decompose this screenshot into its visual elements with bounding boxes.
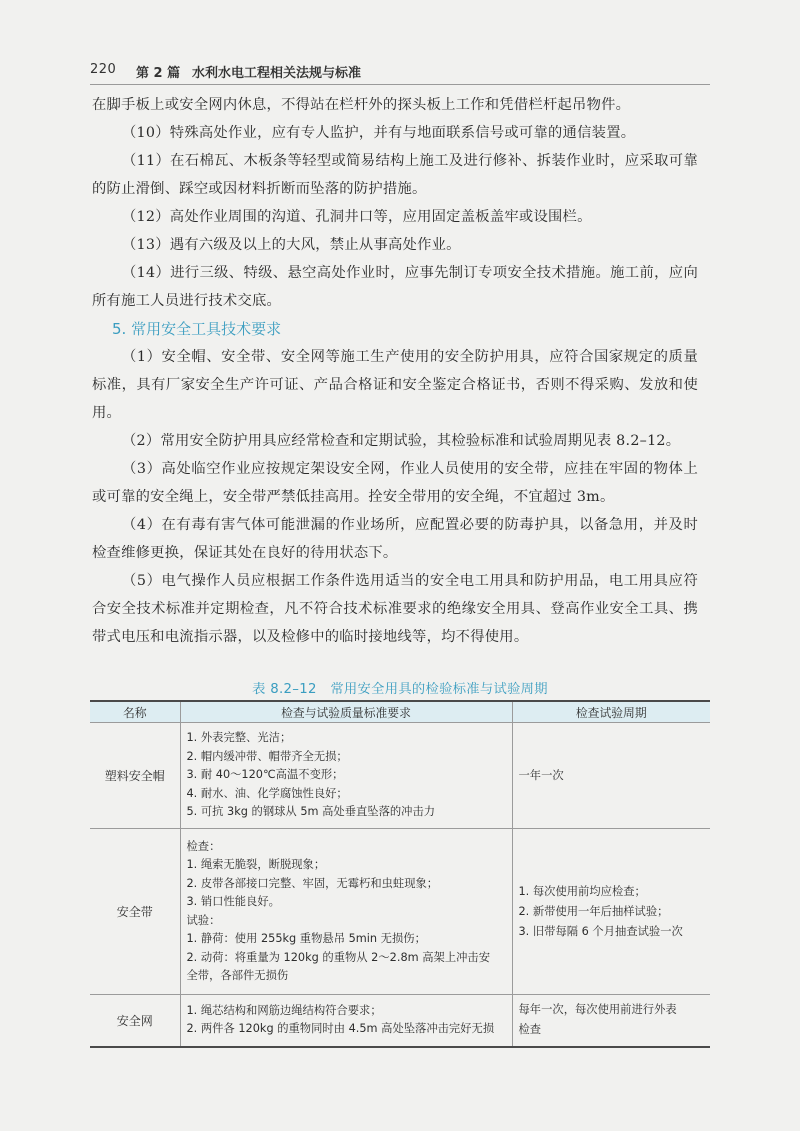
cell-item-name: 安全带 — [90, 829, 180, 995]
table-caption: 表 8.2–12 常用安全用具的检验标准与试验周期 — [252, 682, 548, 697]
paragraph: （1）安全帽、安全带、安全网等施工生产使用的安全防护用具，应符合国家规定的质量标准，具有厂家安全生产许可证、产品合格证和安全鉴定合格证书，否则不得采购、发放和使用。 — [92, 349, 698, 421]
paragraph-group-top — [92, 91, 698, 315]
requirement-line: 2. 动荷：将重量为 120kg 的重物从 2～2.8m 高架上冲击安 — [186, 950, 491, 964]
requirement-line: 5. 可抗 3kg 的钢球从 5m 高处垂直坠落的冲击力 — [186, 805, 436, 819]
body-text — [92, 91, 698, 651]
paragraph: （4）在有毒有害气体可能泄漏的作业场所，应配置必要的防毒护具，以备急用，并及时检查维修更换，保证其处在良好的待用状态下。 — [92, 517, 698, 561]
paragraph: （2）常用安全防护用具应经常检查和定期试验，其检验标准和试验周期见表 8.2–12。 — [122, 433, 681, 449]
cell-item-name: 安全网 — [90, 995, 180, 1047]
period-line: 检查 — [518, 1023, 542, 1037]
cell-period — [512, 995, 710, 1047]
period-line: 一年一次 — [518, 768, 564, 782]
table-row — [90, 723, 710, 829]
period-line: 2. 新带使用一年后抽样试验； — [518, 904, 669, 918]
period-line: 每年一次，每次使用前进行外表 — [518, 1003, 677, 1017]
requirement-line: 1. 绳芯结构和网筋边绳结构符合要求； — [186, 1003, 382, 1017]
section-heading: 5. 常用安全工具技术要求 — [112, 320, 282, 338]
cell-item-name: 塑料安全帽 — [90, 723, 180, 829]
period-line: 1. 每次使用前均应检查； — [518, 884, 646, 898]
header-rule — [90, 84, 710, 85]
cell-requirements — [180, 829, 512, 995]
requirement-line: 检查： — [186, 839, 221, 853]
table-row — [90, 995, 710, 1047]
header-period: 检查试验周期 — [512, 701, 710, 723]
requirement-line: 2. 帽内缓冲带、帽带齐全无损； — [186, 749, 348, 763]
paragraph: 在脚手板上或安全网内休息，不得站在栏杆外的探头板上工作和凭借栏杆起吊物件。 — [92, 97, 631, 113]
requirement-line: 试验： — [186, 913, 221, 927]
part-label: 第 2 篇 — [136, 66, 181, 81]
paragraph: （5）电气操作人员应根据工作条件选用适当的安全电工用具和防护用品，电工用具应符合安全技术标准并定期检查，凡不符合技术标准要求的绝缘安全用具、登高作业安全工具、携带式电压和电流指示器，以及检修中的临时接地线等，均不得使用。 — [92, 573, 698, 645]
cell-requirements — [180, 723, 512, 829]
paragraph: （14）进行三级、特级、悬空高处作业时，应事先制订专项安全技术措施。施工前，应向所有施工人员进行技术交底。 — [92, 265, 698, 309]
paragraph: （13）遇有六级及以上的大风，禁止从事高处作业。 — [122, 237, 461, 253]
table-row — [90, 829, 710, 995]
cell-requirements — [180, 995, 512, 1047]
cell-period — [512, 723, 710, 829]
part-title: 水利水电工程相关法规与标准 — [192, 66, 362, 81]
paragraph: （12）高处作业周围的沟道、孔洞井口等，应用固定盖板盖牢或设围栏。 — [122, 209, 592, 225]
requirement-line: 3. 销口性能良好。 — [186, 895, 280, 908]
requirement-line: 2. 两件各 120kg 的重物同时由 4.5m 高处坠落冲击完好无损 — [186, 1022, 495, 1036]
header-name: 名称 — [90, 701, 180, 723]
cell-period — [512, 829, 710, 995]
header-requirements: 检查与试验质量标准要求 — [180, 701, 512, 723]
requirement-line: 4. 耐水、油、化学腐蚀性良好； — [186, 786, 348, 800]
period-line: 3. 旧带每隔 6 个月抽查试验一次 — [518, 924, 683, 938]
requirement-line: 1. 外表完整、光洁； — [186, 731, 292, 745]
requirement-line: 3. 耐 40～120℃高温不变形； — [186, 768, 344, 782]
requirement-line: 1. 绳索无脆裂，断脱现象； — [186, 858, 326, 871]
running-header — [90, 62, 710, 84]
paragraph-group-bottom — [92, 343, 698, 651]
paragraph: （10）特殊高处作业，应有专人监护，并有与地面联系信号或可靠的通信装置。 — [122, 125, 636, 141]
page-number: 220 — [90, 62, 117, 77]
paragraph: （11）在石棉瓦、木板条等轻型或简易结构上施工及进行修补、拆装作业时，应采取可靠的防止滑倒、踩空或因材料折断而坠落的防护措施。 — [92, 153, 698, 197]
table-header-row — [90, 701, 710, 723]
requirement-line: 全带，各部件无损伤 — [186, 969, 289, 982]
inspection-table — [90, 700, 710, 1048]
paragraph: （3）高处临空作业应按规定架设安全网，作业人员使用的安全带，应挂在牢固的物体上或可靠的安全绳上，安全带严禁低挂高用。拴安全带用的安全绳，不宜超过 3m。 — [92, 461, 698, 505]
requirement-line: 2. 皮带各部接口完整、牢固，无霉朽和虫蛀现象； — [186, 876, 439, 890]
requirement-line: 1. 静荷：使用 255kg 重物悬吊 5min 无损伤； — [186, 932, 426, 945]
